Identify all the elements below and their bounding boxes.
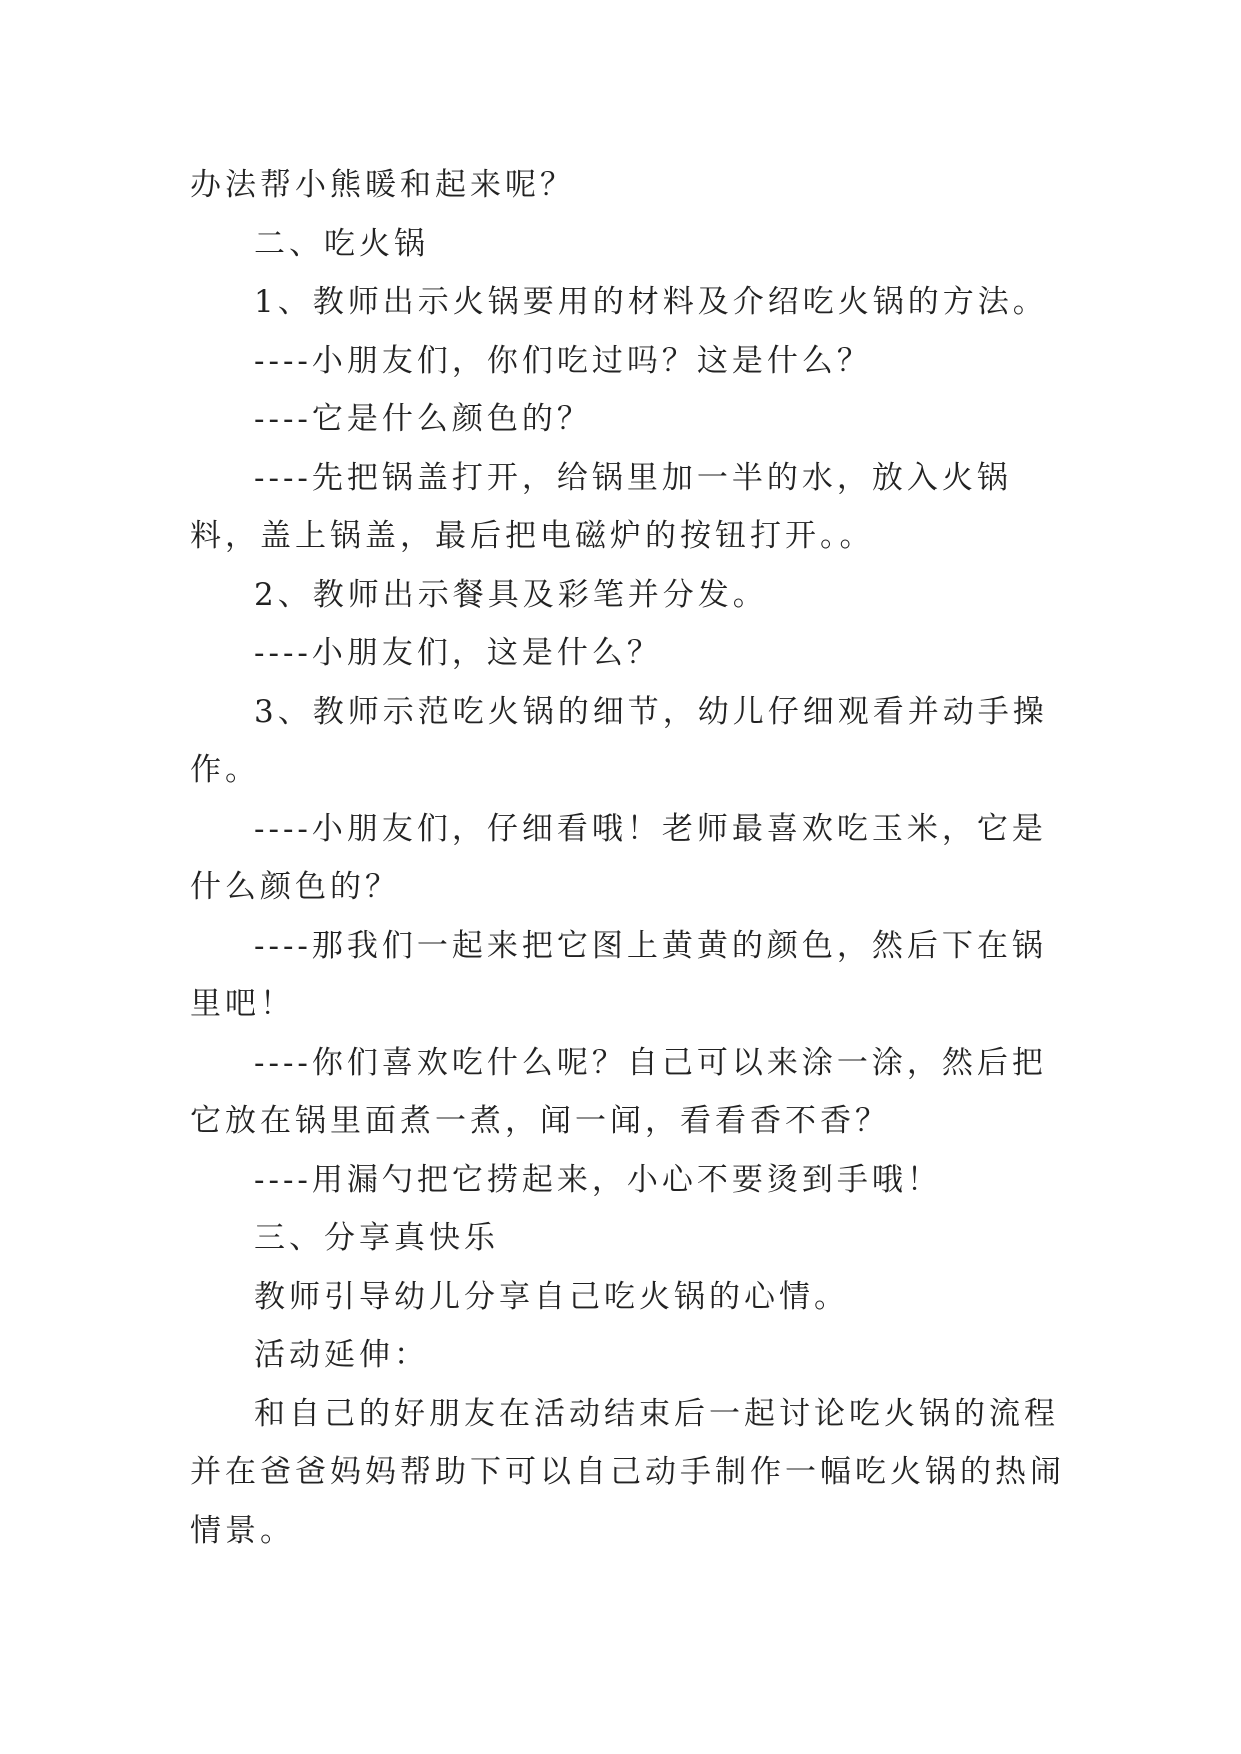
paragraph: ----它是什么颜色的？: [254, 401, 592, 437]
paragraph: ----用漏勺把它捞起来，小心不要烫到手哦！: [254, 1161, 942, 1198]
paragraph: ----那我们一起来把它图上黄黄的颜色，然后下在锅里吧！: [190, 927, 1047, 1022]
paragraph: 2、教师出示餐具及彩笔并分发。: [254, 576, 768, 613]
paragraph: ----你们喜欢吃什么呢？自己可以来涂一涂，然后把它放在锅里面煮一煮，闻一闻，看看香不香？: [190, 1044, 1047, 1139]
paragraph: 3、教师示范吃火锅的细节，幼儿仔细观看并动手操作。: [190, 693, 1048, 788]
paragraph: 和自己的好朋友在活动结束后一起讨论吃火锅的流程并在爸爸妈妈帮助下可以自己动手制作一幅吃火锅的热闹情景。: [190, 1395, 1065, 1549]
document-body: [190, 156, 1070, 1560]
paragraph: ----小朋友们，这是什么？: [254, 635, 662, 671]
section-heading: 二、吃火锅: [254, 225, 429, 262]
paragraph: ----小朋友们，你们吃过吗？这是什么？: [254, 342, 872, 379]
section-heading: 三、分享真快乐: [254, 1220, 499, 1256]
paragraph: ----小朋友们，仔细看哦！老师最喜欢吃玉米，它是什么颜色的？: [190, 810, 1047, 905]
paragraph: 教师引导幼儿分享自己吃火锅的心情。: [254, 1278, 849, 1315]
paragraph: 1、教师出示火锅要用的材料及介绍吃火锅的方法。: [254, 284, 1048, 320]
paragraph: ----先把锅盖打开，给锅里加一半的水，放入火锅料，盖上锅盖，最后把电磁炉的按钮打开。。: [190, 459, 1012, 554]
section-heading: 活动延伸：: [254, 1337, 429, 1373]
paragraph: 办法帮小熊暖和起来呢？: [190, 167, 575, 203]
